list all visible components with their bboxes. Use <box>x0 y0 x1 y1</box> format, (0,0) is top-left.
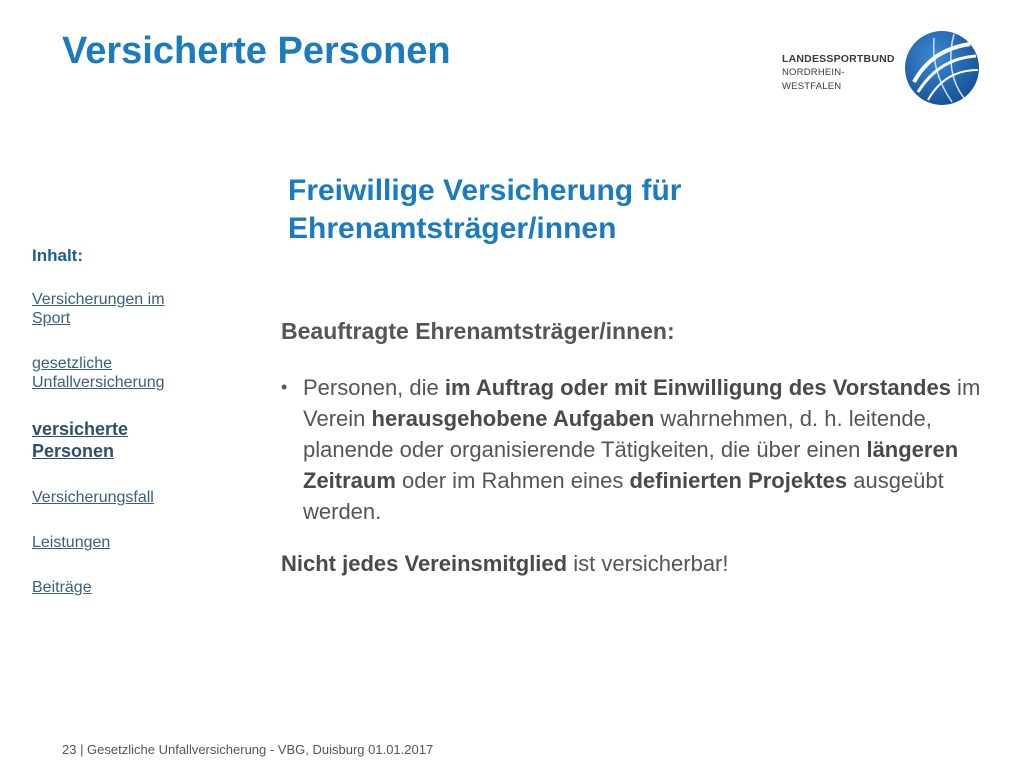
bullet-text-part: Personen, die <box>303 375 445 400</box>
lsb-globe-logo-icon <box>904 30 980 106</box>
bullet-text-part: im Verein <box>303 375 981 431</box>
bullet-text-part: wahrnehmen, d. h. leitende, planende oder organisierende Tätigkeiten, die über einen <box>303 406 932 462</box>
bullet-bold-part: im Auftrag oder mit Einwilligung des Vorstandes <box>444 375 951 400</box>
bullet-text <box>303 372 981 527</box>
bullet-bold-part: herausgehobene Aufgaben <box>371 406 655 431</box>
note-bold: Nicht jedes Vereinsmitglied <box>281 551 568 576</box>
nav-item-gesetzliche-unfallversicherung[interactable]: gesetzliche Unfallversicherung <box>32 355 165 391</box>
lsb-logo <box>782 28 982 110</box>
bullet-item <box>281 372 981 527</box>
nav-item-versicherte-personen[interactable]: versicherte Personen <box>32 419 129 461</box>
bullet-bold-part: definierten Projektes <box>629 468 848 493</box>
note-text <box>281 551 981 577</box>
nav-item-versicherungsfall[interactable]: Versicherungsfall <box>32 489 154 506</box>
bullet-text-part: oder im Rahmen eines <box>395 468 630 493</box>
subtitle-line-2: Ehrenamtsträger/innen <box>288 212 617 245</box>
nav-item-beitraege[interactable]: Beiträge <box>32 579 92 596</box>
bullet-bold-part: längeren Zeitraum <box>303 437 959 493</box>
nav-item-versicherungen-im-sport[interactable]: Versicherungen im Sport <box>32 291 165 327</box>
subtitle-line-1: Freiwillige Versicherung für <box>288 174 682 207</box>
bullet-marker: • <box>281 377 288 397</box>
bullet-text-part: ausgeübt werden. <box>303 468 944 524</box>
page-title: Versicherte Personen <box>62 30 451 72</box>
section-heading: Beauftragte Ehrenamtsträger/innen: <box>281 318 675 344</box>
nav-item-leistungen[interactable]: Leistungen <box>32 534 111 551</box>
slide-subtitle <box>288 172 848 248</box>
footer-text: 23 | Gesetzliche Unfallversicherung - VBG, Duisburg 01.01.2017 <box>62 742 434 757</box>
logo-text <box>782 52 900 94</box>
sidebar-nav <box>32 246 232 623</box>
sidebar-heading: Inhalt: <box>32 246 83 265</box>
logo-line-1: LANDESSPORTBUND <box>782 53 895 65</box>
logo-line-2: NORDRHEIN-WESTFALEN <box>782 67 845 92</box>
note-rest: ist versicherbar! <box>567 551 729 576</box>
